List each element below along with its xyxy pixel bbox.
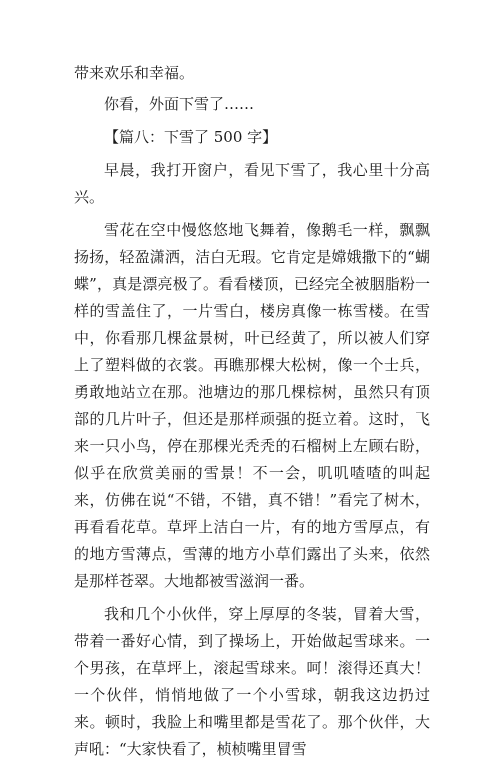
paragraph-snowfall: 雪花在空中慢悠悠地飞舞着，像鹅毛一样，飘飘扬扬，轻盈潇洒，洁白无瑕。它肯定是嫦娥撒下的“蝴蝶”，真是漂亮极了。看看楼顶，已经完全被胭脂粉一样的雪盖住了，一片雪白，楼房真像一栋雪楼。在雪中，你看那几棵盆景树，叶已经黄了，所以被人们穿上了塑料做的衣裳。再瞧那棵大松树，像一个士兵，勇敢地站立在那。池塘边的那几棵棕树，虽然只有顶部的几片叶子，但还是那样顽强的挺立着。这时，飞来一只小鸟，停在那棵光秃秃的石榴树上左顾右盼，似乎在欣赏美丽的雪景！不一会，叽叽喳喳的叫起来，仿佛在说“不错，不错，真不错！”看完了树木，再看看花草。草坪上洁白一片，有的地方雪厚点，有的地方雪薄点，雪薄的地方小草们露出了头来，依然是那样苍翠。大地都被雪滋润一番。 bbox=[74, 221, 430, 590]
document-body bbox=[74, 60, 430, 769]
closing-line: 你看，外面下雪了…… bbox=[104, 95, 255, 113]
carry-over-line: 带来欢乐和幸福。 bbox=[74, 64, 195, 82]
section-heading: 【篇八：下雪了 500 字】 bbox=[104, 128, 278, 146]
paragraph-snowball: 我和几个小伙伴，穿上厚厚的冬装，冒着大雪，带着一番好心情，到了操场上，开始做起雪球来。一个男孩，在草坪上，滚起雪球来。呵！滚得还真大！一个伙伴，悄悄地做了一个小雪球，朝我这边扔过来。顿时，我脸上和嘴里都是雪花了。那个伙伴，大声吼：“大家快看了，桢桢嘴里冒雪 bbox=[74, 605, 430, 758]
paragraph-morning: 早晨，我打开窗户，看见下雪了，我心里十分高兴。 bbox=[74, 161, 430, 206]
